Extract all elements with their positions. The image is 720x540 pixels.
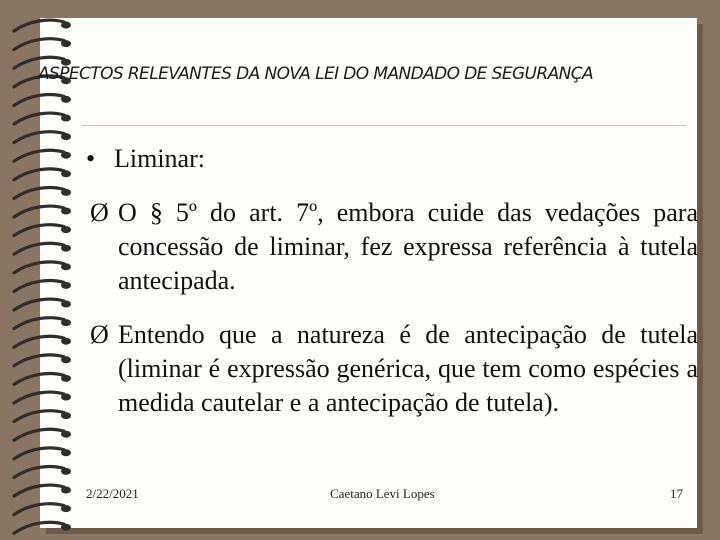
binding-hole	[61, 40, 71, 47]
binding-ring	[14, 466, 64, 477]
binding-ring	[14, 373, 64, 384]
arrow-marker-icon: Ø	[90, 320, 109, 349]
binding-ring	[14, 522, 64, 533]
slide-title: ASPECTOS RELEVANTES DA NOVA LEI DO MANDADO DE SEGURANÇA	[38, 64, 594, 84]
binding-ring	[14, 113, 64, 124]
binding-ring	[14, 225, 64, 236]
binding-ring	[14, 262, 64, 273]
point-2	[90, 318, 698, 420]
bullet-marker: •	[86, 144, 96, 173]
binding-hole	[61, 468, 71, 475]
binding-ring	[14, 355, 64, 366]
binding-ring	[14, 336, 64, 347]
binding-hole	[61, 282, 71, 289]
binding-hole	[61, 189, 71, 196]
footer-date: 2/22/2021	[86, 486, 139, 501]
binding-ring	[14, 150, 64, 161]
point-1	[90, 196, 698, 298]
binding-hole	[61, 22, 71, 29]
footer-page-number: 17	[670, 486, 683, 501]
binding-ring	[14, 20, 64, 31]
binding-hole	[61, 356, 71, 363]
binding-ring	[14, 411, 64, 422]
binding-ring	[14, 169, 64, 180]
binding-hole	[61, 115, 71, 122]
binding-hole	[61, 208, 71, 215]
binding-hole	[61, 96, 71, 103]
binding-ring	[14, 299, 64, 310]
binding-ring	[14, 243, 64, 254]
binding-hole	[61, 375, 71, 382]
binding-ring	[14, 429, 64, 440]
binding-ring	[14, 448, 64, 459]
binding-ring	[14, 504, 64, 515]
binding-hole	[61, 301, 71, 308]
binding-hole	[61, 431, 71, 438]
binding-hole	[61, 263, 71, 270]
binding-hole	[61, 394, 71, 401]
bullet-item	[86, 144, 205, 174]
binding-ring	[14, 280, 64, 291]
bullet-text: Liminar:	[114, 144, 205, 173]
binding-hole	[61, 412, 71, 419]
binding-ring	[14, 132, 64, 143]
title-divider	[82, 125, 686, 126]
binding-hole	[61, 487, 71, 494]
binding-hole	[61, 449, 71, 456]
binding-hole	[61, 524, 71, 531]
binding-ring	[14, 485, 64, 496]
arrow-marker-icon: Ø	[90, 198, 109, 227]
binding-hole	[61, 152, 71, 159]
binding-ring	[14, 94, 64, 105]
binding-hole	[61, 338, 71, 345]
binding-ring	[14, 187, 64, 198]
binding-hole	[61, 319, 71, 326]
binding-hole	[61, 170, 71, 177]
binding-ring	[14, 39, 64, 50]
point-1-text: O § 5º do art. 7º, embora cuide das vedações para concessão de liminar, fez expressa referência à tutela antecipada.	[118, 198, 698, 295]
point-2-text: Entendo que a natureza é de antecipação de tutela (liminar é expressão genérica, que tem como espécies a medida cautelar e a antecipação de tutela).	[118, 320, 698, 417]
binding-hole	[61, 245, 71, 252]
binding-ring	[14, 318, 64, 329]
binding-hole	[61, 505, 71, 512]
binding-hole	[61, 226, 71, 233]
footer-author: Caetano Levi Lopes	[330, 486, 435, 501]
binding-ring	[14, 392, 64, 403]
binding-hole	[61, 133, 71, 140]
binding-ring	[14, 206, 64, 217]
